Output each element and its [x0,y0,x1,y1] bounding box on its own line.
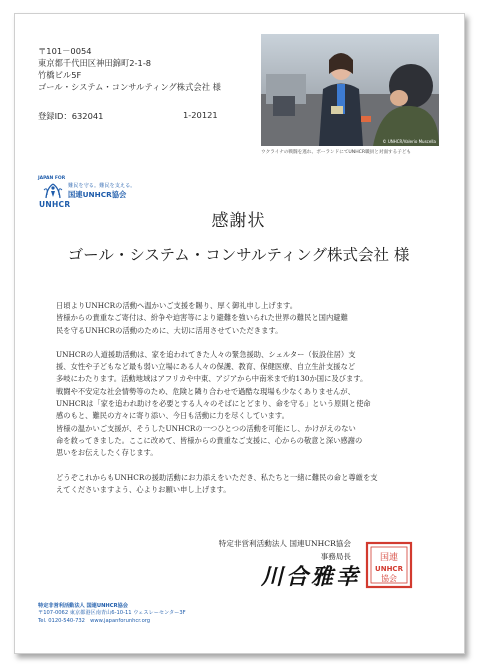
photo-caption: ウクライナの戦闘を逃れ、ポーランドにてUNHCR職員と対面する子ども [261,150,412,155]
body-line: 思いをお伝えしたく存じます。 [56,448,158,458]
body-line: 民を守るUNHCRの活動のために、大切に活用させていただきます。 [56,325,283,335]
postal-code: 〒101－0054 [38,46,92,56]
photo-illustration [261,34,439,146]
footer-contact: Tel. 0120-540-732 www.japanforunhcr.org [38,617,151,624]
logo-japan-for: JAPAN FOR [38,176,66,181]
seal-stamp-icon [364,540,414,590]
body-line: 多岐にわたります。活動地域はアフリカや中東、アジアから中南米まで約130か国に及びます。 [56,374,368,384]
footer-org: 特定非営利活動法人 国連UNHCR協会 [38,603,128,609]
handwritten-signature: 川合雅幸 [261,564,362,590]
mailing-address [38,45,221,93]
body-line: 皆様の温かいご支援が、そうしたUNHCRの一つひとつの活動を可能にし、かけがえのない [56,423,356,433]
registration-id: 登録ID：632041 [38,111,104,121]
signature-title: 事務局長 [320,552,351,561]
registration-code: 1-20121 [183,110,218,120]
logo-tagline: 難民を守る。難民を支える。 [68,183,136,189]
unhcr-logo [38,176,148,210]
body-line: UNHCRの人道援助活動は、家を追われてきた人々の緊急援助、シェルター（仮設住居）支 [56,349,356,359]
svg-text:協会: 協会 [381,574,397,583]
certificate-recipient: ゴール・システム・コンサルティング株式会社 様 [67,246,410,264]
registration-info [38,110,238,122]
footer [38,603,186,625]
footer-address: 〒107-0062 東京都港区南青山6-10-11 ウェスレーセンター3F [38,610,186,617]
refugee-photo [261,34,439,146]
certificate-title: 感謝状 [211,211,266,231]
unhcr-emblem-icon [42,182,64,199]
body-line: どうぞこれからもUNHCRの援助活動にお力添えをいただき、私たちと一緒に難民の命と尊厳を支 [56,472,378,482]
logo-unhcr: UNHCR [39,200,71,209]
body-line: 戦闘や不安定な社会情勢等のため、危険と隣り合わせで過酷な現場も少なくありませんが、 [56,386,355,396]
body-line: 援、女性や子どもなど最も弱い立場にある人々の保護、教育、保健医療、自立生計支援など [56,362,356,372]
body-line: 日頃よりUNHCRの活動へ温かいご支援を賜り、厚く御礼申し上げます。 [56,301,297,310]
address-line-1: 東京都千代田区神田錦町2-1-8 [38,58,152,68]
svg-text:UNHCR: UNHCR [375,565,403,573]
body-line: えてくださいますよう、心よりお願い申し上げます。 [56,484,231,494]
body-line: 命を救ってきました。ここに改めて、皆様からの貴重なご支援に、心からの敬意と深い感謝の [56,435,363,445]
addressee: ゴール・システム・コンサルティング株式会社 様 [38,82,221,92]
svg-text:国連: 国連 [379,553,399,563]
photo-credit: © UNHCR/Valerio Muscella [382,139,436,144]
body-line: UNHCRは「家を追われ助けを必要とする人々のそばにとどまり、命を守る」という原則と使命 [56,399,371,409]
body-line: 皆様からの貴重なご寄付は、紛争や迫害等により避難を強いられた世界の難民と国内避難 [56,313,348,323]
logo-org-name: 国連UNHCR協会 [68,190,127,199]
certificate-body [56,300,434,496]
body-line: 感のもと、難民の方々に寄り添い、今日も活動に力を尽くしています。 [56,411,289,421]
official-seal [364,540,414,590]
address-line-2: 竹橋ビル5F [38,70,82,80]
signature-org: 特定非営利活動法人 国連UNHCR協会 [218,539,351,548]
